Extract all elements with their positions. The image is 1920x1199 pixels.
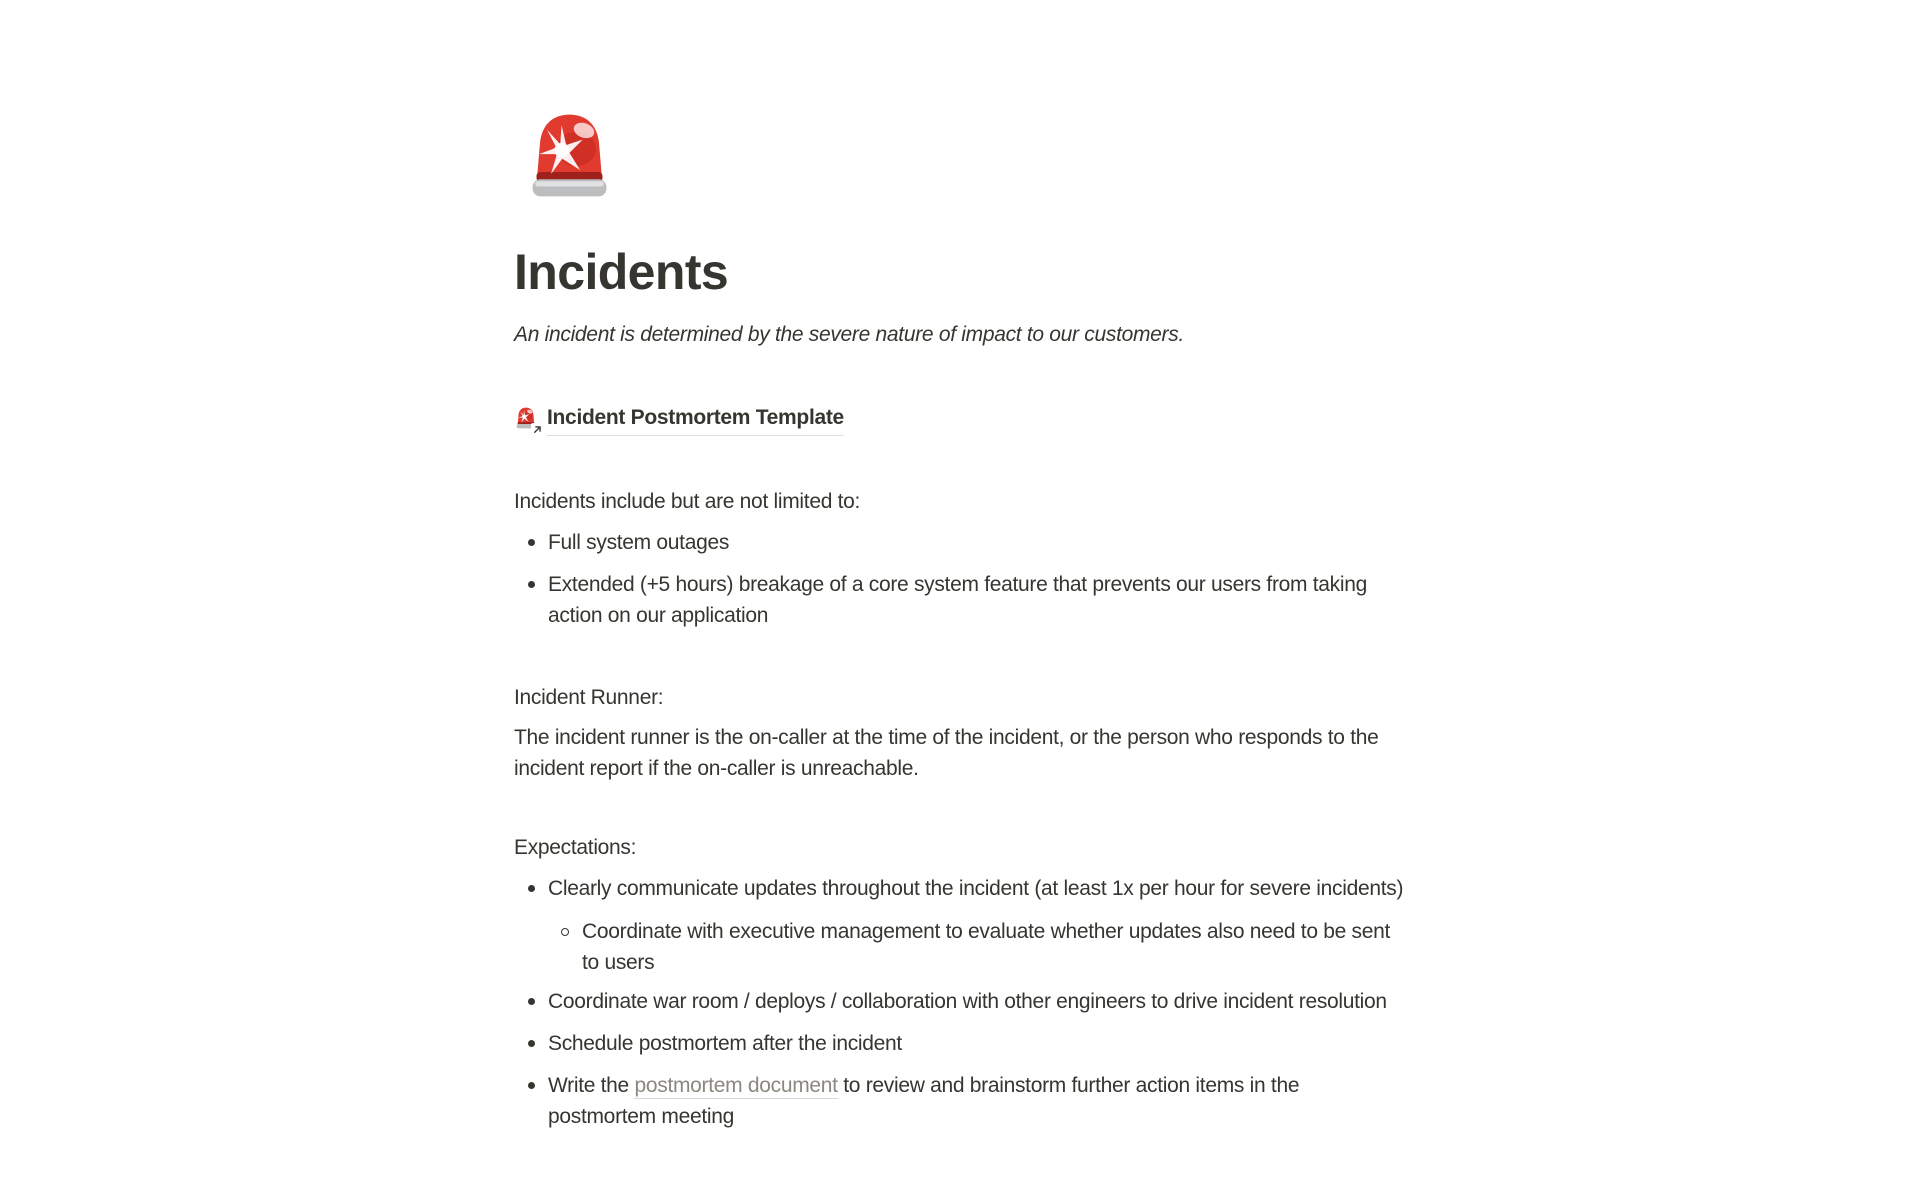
- intro-lead-text: Incidents include but are not limited to:: [514, 490, 861, 513]
- list-item-text: Clearly communicate updates throughout the incident (at least 1x per hour for severe incidents): [548, 877, 1404, 900]
- open-bullet-marker: [548, 916, 582, 936]
- postmortem-document-link[interactable]: postmortem document: [634, 1074, 838, 1097]
- intro-bullet-list: [514, 527, 1406, 631]
- nested-bullet-list: [548, 916, 1406, 978]
- rotating-light-emoji-graphic: [522, 108, 617, 203]
- page-subtitle: An incident is determined by the severe nature of impact to our customers.: [514, 323, 1184, 346]
- list-item-text: Coordinate with executive management to evaluate whether updates also need to be sent to users: [582, 920, 1391, 974]
- list-item-text-suffix: to review and brainstorm further action items in the postmortem meeting: [548, 1074, 1300, 1128]
- page-content: [514, 0, 1406, 1132]
- incident-runner-heading: Incident Runner:: [514, 686, 664, 709]
- list-item-text: Full system outages: [548, 531, 730, 554]
- list-item-text-prefix: Write the: [548, 1074, 635, 1097]
- list-item-text: Schedule postmortem after the incident: [548, 1032, 902, 1055]
- list-item: [514, 873, 1406, 904]
- arrow-up-right-icon: [531, 423, 543, 435]
- expectations-bullet-list: [514, 873, 1406, 1132]
- list-item-text: Extended (+5 hours) breakage of a core system feature that prevents our users from taking action on our application: [548, 573, 1367, 627]
- bullet-marker: [514, 986, 548, 1005]
- bullet-marker: [514, 1070, 548, 1089]
- page-icon-rotating-light[interactable]: [522, 108, 617, 203]
- list-item-text: Coordinate war room / deploys / collaboration with other engineers to drive incident resolution: [548, 990, 1387, 1013]
- page-title: Incidents: [514, 244, 729, 300]
- rotating-light-page-icon: [514, 405, 539, 433]
- bullet-marker: [514, 527, 548, 546]
- list-item: [514, 1070, 1406, 1132]
- bullet-marker: [514, 569, 548, 588]
- list-item: [514, 527, 1406, 558]
- list-item: [514, 1028, 1406, 1059]
- list-item: [548, 916, 1406, 978]
- expectations-heading: Expectations:: [514, 836, 637, 859]
- list-item: [514, 569, 1406, 631]
- incident-runner-body: The incident runner is the on-caller at the time of the incident, or the person who responds to the incident report if the on-caller is unreachable.: [514, 726, 1379, 780]
- list-item-text: [548, 1070, 1404, 1132]
- incident-postmortem-template-link[interactable]: [514, 402, 844, 436]
- bullet-marker: [514, 1028, 548, 1047]
- bullet-marker: [514, 873, 548, 892]
- list-item: [514, 986, 1406, 1017]
- incident-postmortem-template-label[interactable]: Incident Postmortem Template: [547, 402, 844, 436]
